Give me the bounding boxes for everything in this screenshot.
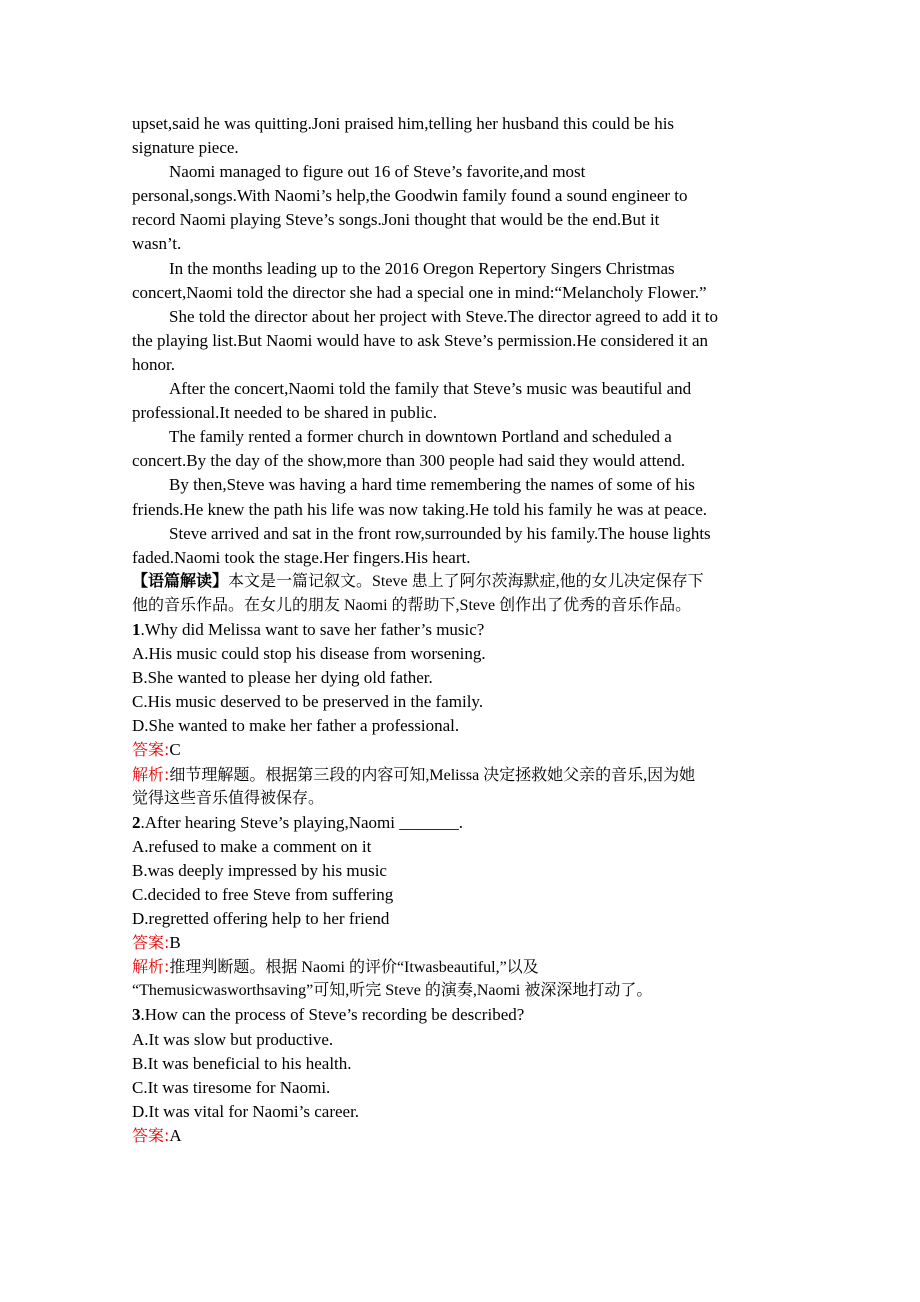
analysis-line: 觉得这些音乐值得被保存。 [132, 789, 325, 807]
passage-line: the playing list.But Naomi would have to ask Steve’s permission.He considered it an [132, 330, 709, 350]
passage-line: After the concert,Naomi told the family that Steve’s music was beautiful and [169, 379, 692, 399]
analysis-label: 解析: [132, 764, 170, 784]
question-number: 2 [132, 812, 141, 832]
option: B.It was beneficial to his health. [132, 1053, 352, 1073]
answer-line [132, 738, 812, 762]
question-stem [132, 811, 812, 835]
summary-text: 本文是一篇记叙文。Steve 患上了阿尔茨海默症,他的女儿决定保存下 [228, 572, 704, 590]
passage-line: signature piece. [132, 138, 239, 158]
passage-line: concert.By the day of the show,more than 300 people had said they would attend. [132, 451, 686, 471]
option: C.decided to free Steve from suffering [132, 885, 394, 904]
passage-line: She told the director about her project with Steve.The director agreed to add it to [169, 306, 719, 326]
passage-line: Naomi managed to figure out 16 of Steve’s favorite,and most [169, 162, 586, 182]
passage-line: professional.It needed to be shared in public. [132, 403, 437, 423]
question-stem [132, 1003, 812, 1027]
option: A.His music could stop his disease from worsening. [132, 644, 486, 664]
passage-line: Steve arrived and sat in the front row,surrounded by his family.The house lights [169, 523, 711, 543]
option: D.regretted offering help to her friend [132, 909, 390, 929]
answer-line [132, 1124, 812, 1148]
answer-value: C [169, 740, 181, 760]
passage-line: personal,songs.With Naomi’s help,the Goodwin family found a sound engineer to [132, 186, 688, 206]
option: B.was deeply impressed by his music [132, 860, 387, 880]
question-number: 3 [132, 1005, 141, 1025]
analysis-label: 解析: [132, 957, 170, 977]
analysis-line [132, 955, 812, 979]
answer-label: 答案: [132, 1125, 170, 1145]
passage-line: In the months leading up to the 2016 Oregon Repertory Singers Christmas [169, 258, 675, 278]
analysis-text: 推理判断题。根据 Naomi 的评价“Itwasbeautiful,”以及 [169, 959, 539, 977]
passage-line: concert,Naomi told the director she had a special one in mind:“Melancholy Flower.” [132, 282, 707, 302]
answer-value: B [169, 933, 181, 953]
option: D.She wanted to make her father a professional. [132, 716, 460, 736]
question-stem [132, 618, 812, 642]
summary-label: 【语篇解读】 [132, 572, 229, 590]
question-text: .How can the process of Steve’s recording be described? [140, 1005, 525, 1025]
summary-line [132, 570, 812, 594]
answer-line [132, 931, 812, 955]
summary-line: 他的音乐作品。在女儿的朋友 Naomi 的帮助下,Steve 创作出了优秀的音乐作品。 [132, 596, 692, 614]
question-text: .After hearing Steve’s playing,Naomi _______. [140, 812, 463, 832]
option: D.It was vital for Naomi’s career. [132, 1101, 360, 1121]
answer-value: A [169, 1125, 182, 1145]
passage-line: The family rented a former church in downtown Portland and scheduled a [169, 427, 672, 447]
option: C.His music deserved to be preserved in the family. [132, 692, 484, 712]
analysis-text: 细节理解题。根据第三段的内容可知,Melissa 决定拯救她父亲的音乐,因为她 [169, 766, 696, 784]
document-page [132, 112, 812, 1148]
option: A.It was slow but productive. [132, 1029, 334, 1049]
passage-line: friends.He knew the path his life was now taking.He told his family he was at peace. [132, 499, 708, 519]
option: B.She wanted to please her dying old father. [132, 668, 433, 688]
option: C.It was tiresome for Naomi. [132, 1077, 331, 1097]
question-number: 1 [132, 619, 141, 639]
question-text: .Why did Melissa want to save her father’s music? [140, 619, 485, 639]
analysis-line [132, 763, 812, 787]
passage-line: wasn’t. [132, 234, 182, 254]
passage-line: faded.Naomi took the stage.Her fingers.His heart. [132, 547, 471, 567]
analysis-line: “Themusicwasworthsaving”可知,听完 Steve 的演奏,Naomi 被深深地打动了。 [132, 982, 653, 1000]
passage-line: By then,Steve was having a hard time remembering the names of some of his [169, 475, 695, 495]
passage-line: upset,said he was quitting.Joni praised him,telling her husband this could be his [132, 114, 675, 133]
option: A.refused to make a comment on it [132, 836, 372, 856]
answer-label: 答案: [132, 933, 170, 953]
passage-line: record Naomi playing Steve’s songs.Joni thought that would be the end.But it [132, 210, 660, 230]
answer-label: 答案: [132, 740, 170, 760]
passage-line: honor. [132, 354, 175, 374]
